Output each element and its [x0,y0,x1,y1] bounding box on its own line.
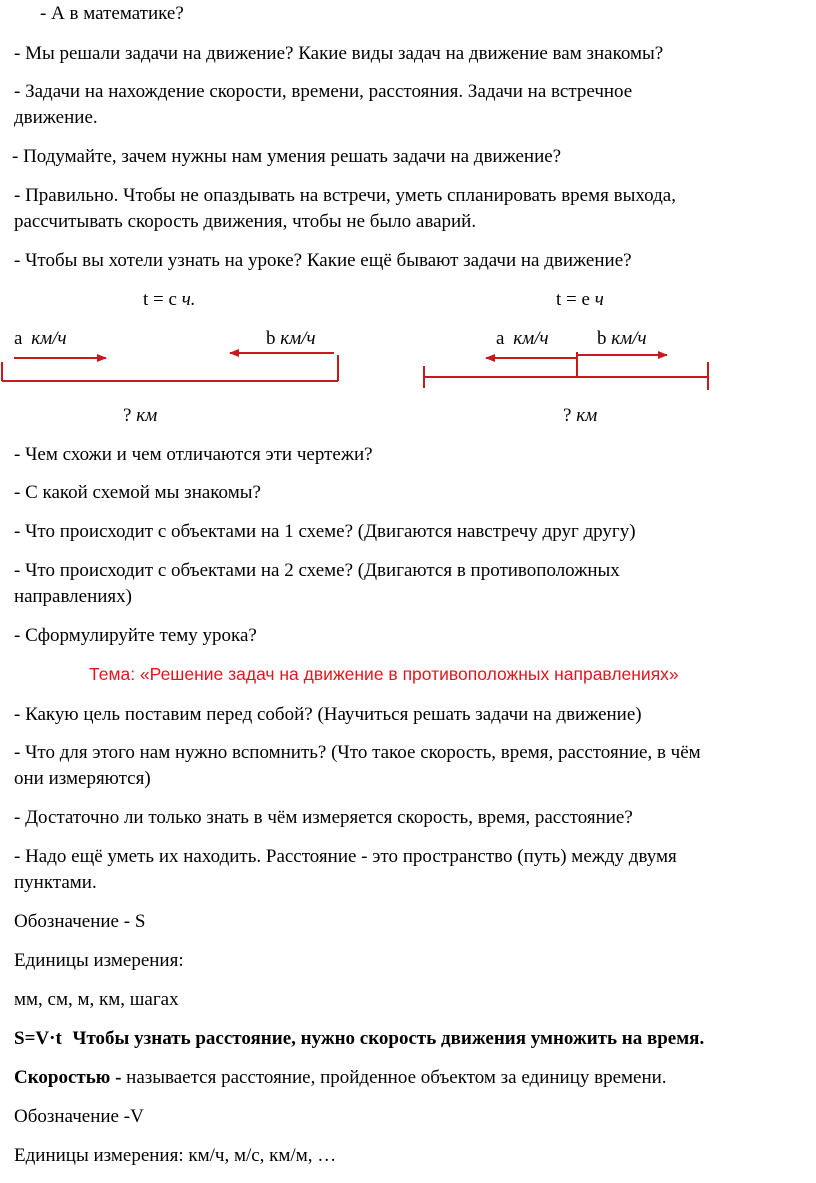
formula-expr: S=V·t [14,1028,62,1049]
diagram1-speed-a-value: a [14,328,23,349]
text-line: - Мы решали задачи на движение? Какие виды задач на движение вам знакомы? [14,43,664,64]
text-line: движение. [14,107,98,128]
diagram2-speed-a-value: a [496,328,505,349]
diagram2-speed-b-unit: км/ч [611,328,647,349]
diagram2 [424,352,708,390]
diagram2-distance-unit: км [576,405,598,426]
text-line: - Правильно. Чтобы не опаздывать на встречи, уметь спланировать время выхода, [14,185,676,206]
diagram1 [2,353,338,381]
text-line: мм, см, м, км, шагах [14,989,179,1010]
formula-text: Чтобы узнать расстояние, нужно скорость движения умножить на время. [72,1028,705,1049]
diagram1-speed-a-unit: км/ч [31,328,67,349]
text-line: - Какую цель поставим перед собой? (Научиться решать задачи на движение) [14,704,642,725]
text-line: - Чем схожи и чем отличаются эти чертежи? [14,444,373,465]
diagram1-speed-b-value: b [266,328,276,349]
text-line: - А в математике? [40,3,184,24]
text-line: они измеряются) [14,768,151,789]
text-line: - Что происходит с объектами на 1 схеме? (Двигаются навстречу друг другу) [14,521,636,542]
text-line: - Что происходит с объектами на 2 схеме? (Двигаются в противоположных [14,560,620,581]
diagram2-time-unit: ч [594,289,604,310]
text-line: Обозначение -V [14,1106,144,1127]
diagram1-distance-value: ? [123,405,132,426]
text-line: Единицы измерения: км/ч, м/с, км/м, … [14,1145,337,1166]
text-line: пунктами. [14,872,97,893]
speed-definition [14,1066,667,1090]
diagram1-distance-unit: км [136,405,158,426]
text-line: - Задачи на нахождение скорости, времени, расстояния. Задачи на встречное [14,81,633,102]
text-line: - Что для этого нам нужно вспомнить? (Что такое скорость, время, расстояние, в чём [14,742,701,763]
text-line: - С какой схемой мы знакомы? [14,482,261,503]
text-line: - Чтобы вы хотели узнать на уроке? Какие ещё бывают задачи на движение? [14,250,632,271]
text-line: Единицы измерения: [14,950,184,971]
diagram2-distance-value: ? [563,405,572,426]
diagram2-speed-b-value: b [597,328,607,349]
text-line: - Подумайте, зачем нужны нам умения решать задачи на движение? [12,146,562,167]
text-line: - Достаточно ли только знать в чём измеряется скорость, время, расстояние? [14,807,633,828]
speed-term: Скоростью - [14,1067,122,1088]
text-line: направлениях) [14,586,132,607]
text-line: - Надо ещё уметь их находить. Расстояние - это пространство (путь) между двумя [14,846,677,867]
lesson-topic: Тема: «Решение задач на движение в противоположных направлениях» [89,664,679,684]
diagram2-time-value: t = е [556,289,590,310]
text-line: рассчитывать скорость движения, чтобы не было аварий. [14,211,477,232]
diagram2-speed-a-unit: км/ч [513,328,549,349]
diagram1-speed-b-unit: км/ч [280,328,316,349]
diagram1-time-value: t = с [143,289,177,310]
diagram1-time-unit: ч. [181,289,196,310]
text-line: Обозначение - S [14,911,146,932]
formula-line [14,1027,704,1051]
speed-text: называется расстояние, пройденное объектом за единицу времени. [121,1067,667,1088]
text-line: - Сформулируйте тему урока? [14,625,257,646]
